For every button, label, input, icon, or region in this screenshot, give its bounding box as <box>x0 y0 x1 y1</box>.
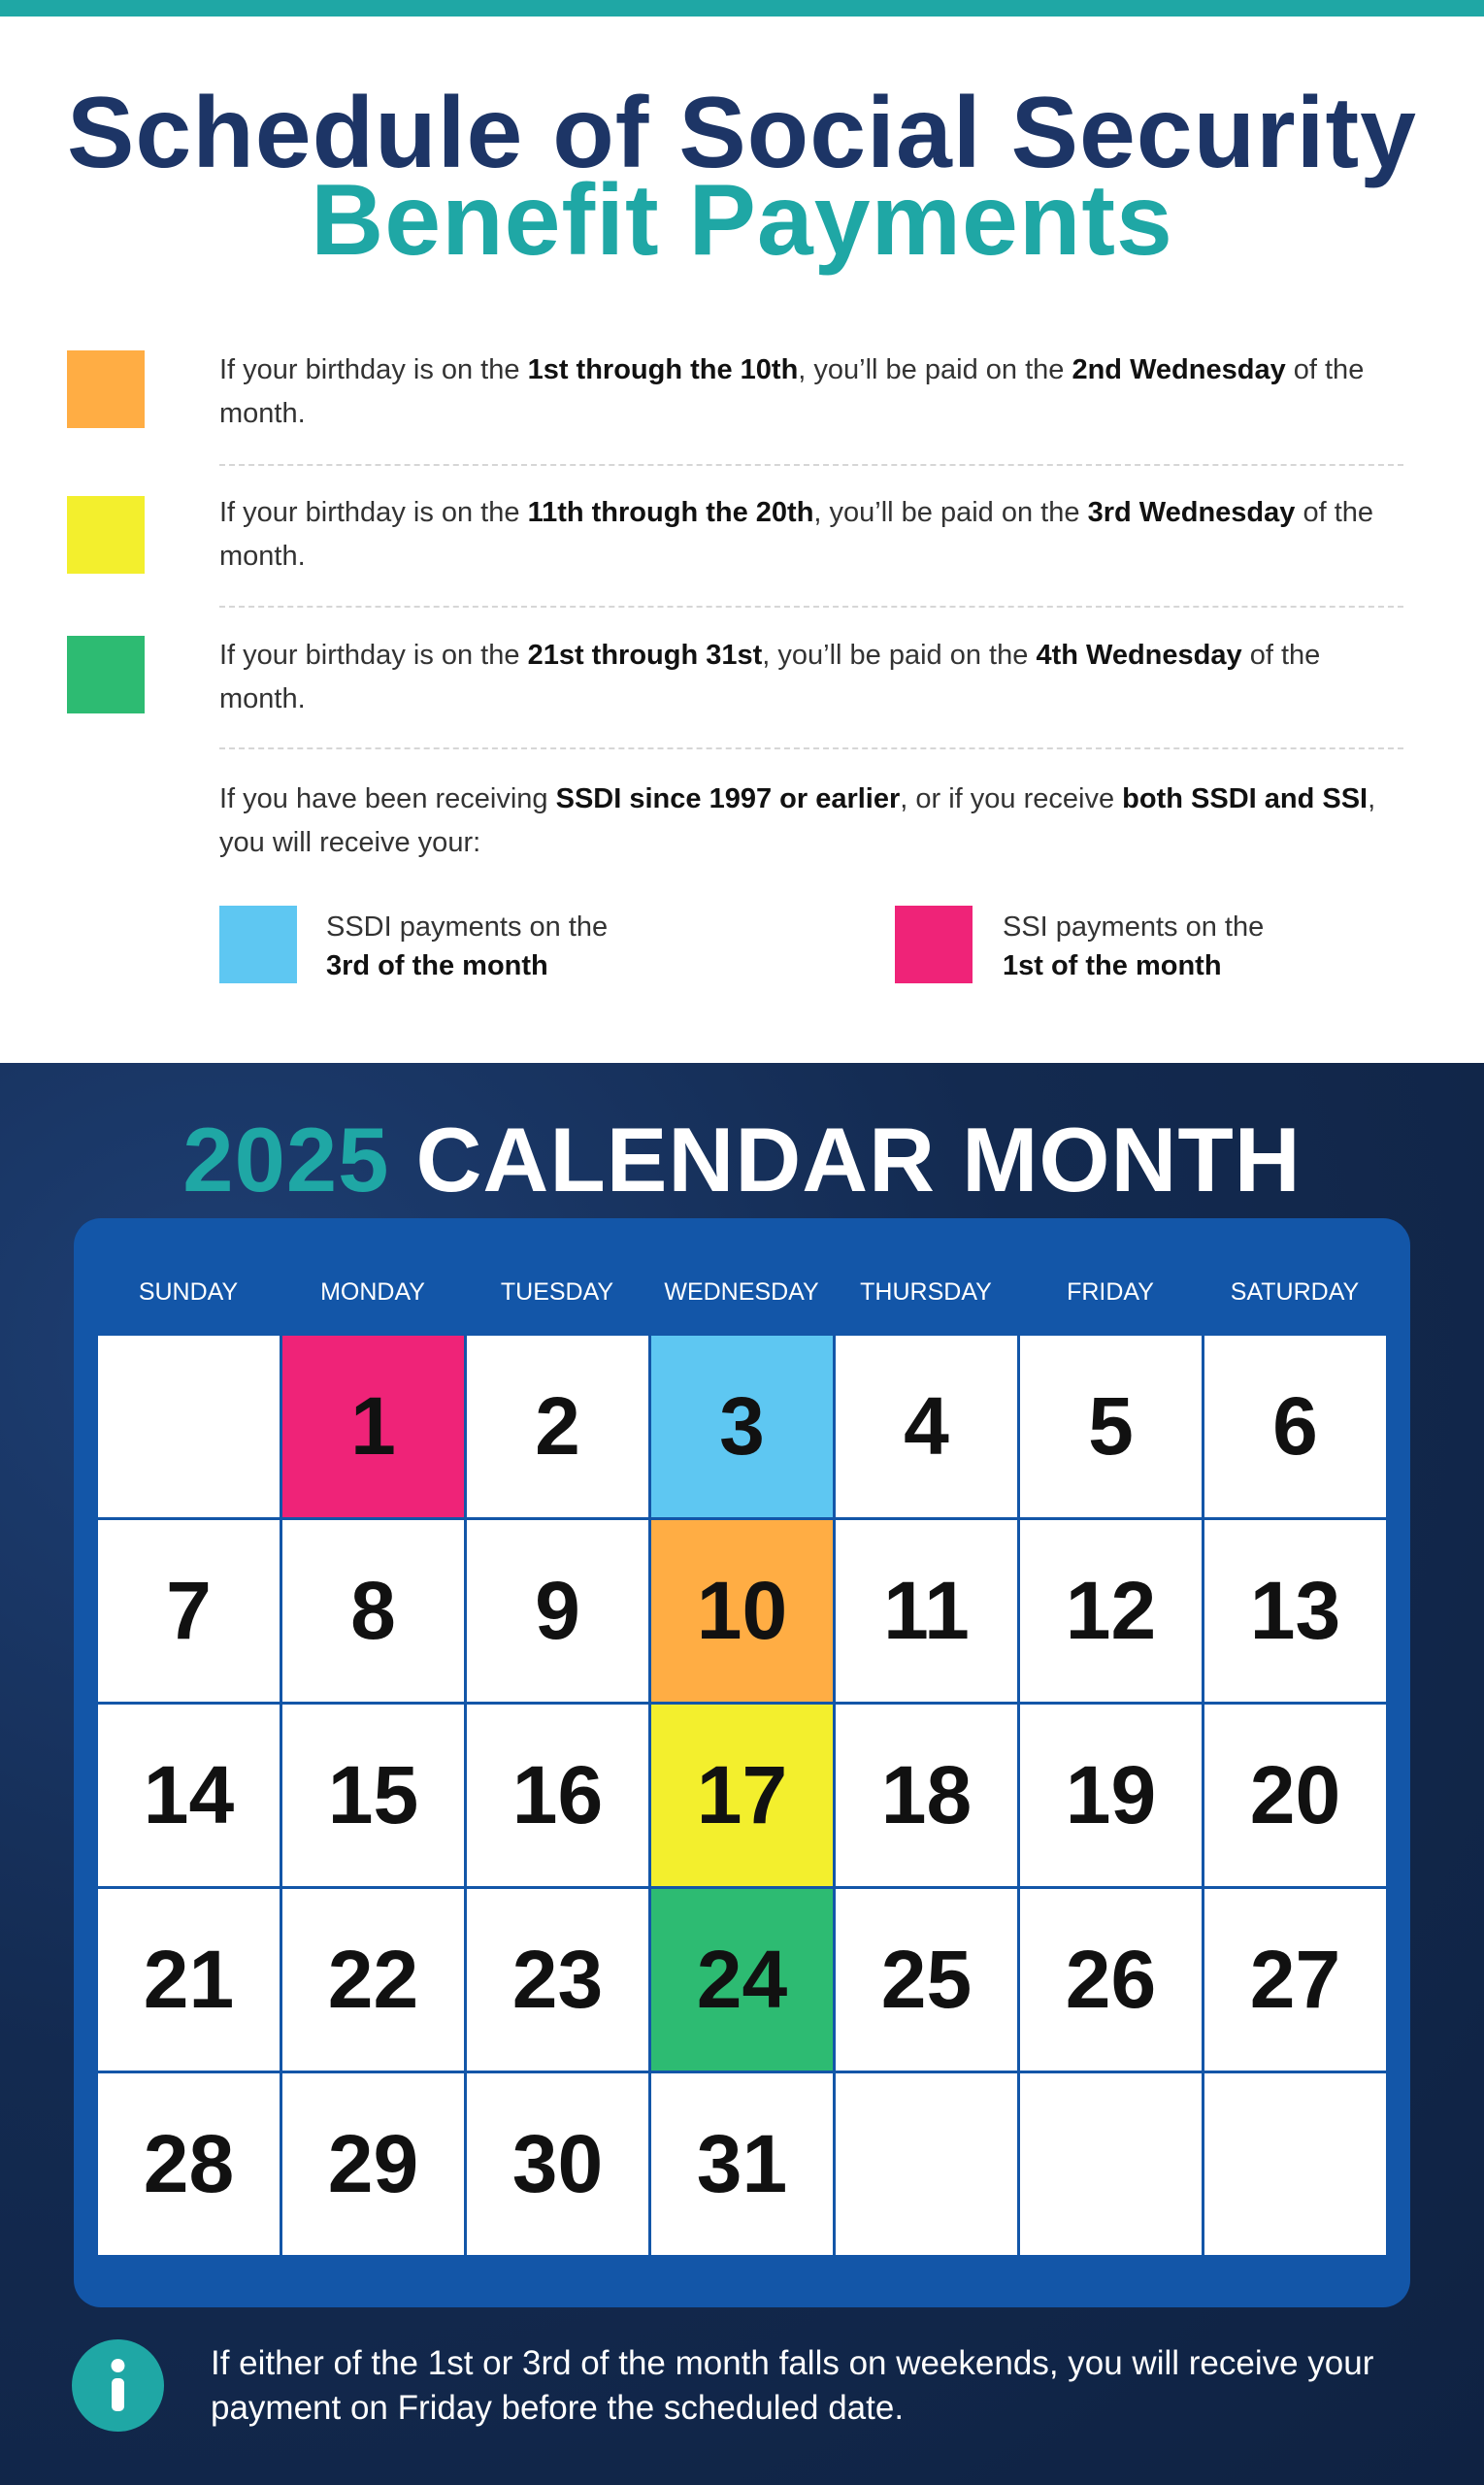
calendar-day-28: 28 <box>98 2073 280 2255</box>
calendar-day-21: 21 <box>98 1889 280 2071</box>
calendar-day-6: 6 <box>1204 1336 1386 1517</box>
ssdi-ssi-note: If you have been receiving SSDI since 1997 or earlier, or if you receive both SSDI and SSI, you will receive your: <box>219 783 1376 858</box>
calendar-day-22: 22 <box>282 1889 464 2071</box>
calendar-day-11: 11 <box>836 1520 1017 1702</box>
calendar-day-23: 23 <box>467 1889 648 2071</box>
weekday-header-tuesday: TUESDAY <box>500 1278 614 1306</box>
calendar-empty-cell <box>836 2073 1017 2255</box>
green-swatch <box>67 636 145 713</box>
yellow-swatch <box>67 496 145 574</box>
weekend-note: If either of the 1st or 3rd of the month falls on weekends, you will receive your payment on Friday before the scheduled date. <box>211 2344 1374 2427</box>
legend-divider <box>219 606 1403 608</box>
ssdi-payment-label: SSDI payments on the 3rd of the month <box>326 911 609 981</box>
weekday-header-thursday: THURSDAY <box>860 1278 992 1306</box>
calendar-day-25: 25 <box>836 1889 1017 2071</box>
calendar-day-29: 29 <box>282 2073 464 2255</box>
weekday-header-monday: MONDAY <box>320 1278 425 1306</box>
weekday-header-wednesday: WEDNESDAY <box>664 1278 819 1306</box>
calendar-day-31: 31 <box>651 2073 833 2255</box>
legend-text-first: If your birthday is on the 1st through the 10th, you’ll be paid on the 2nd Wednesday of the month. <box>219 354 1365 429</box>
calendar-day-5: 5 <box>1020 1336 1202 1517</box>
calendar-day-16: 16 <box>467 1705 648 1886</box>
calendar-day-14: 14 <box>98 1705 280 1886</box>
calendar-day-10: 10 <box>651 1520 833 1702</box>
calendar-year: 2025 <box>182 1109 390 1210</box>
calendar-empty-cell <box>98 1336 280 1517</box>
calendar-day-18: 18 <box>836 1705 1017 1886</box>
legend-divider <box>219 464 1403 466</box>
legend-divider <box>219 747 1403 749</box>
calendar-day-3: 3 <box>651 1336 833 1517</box>
calendar-title <box>0 1111 1484 1209</box>
calendar-day-20: 20 <box>1204 1705 1386 1886</box>
light-blue-swatch <box>219 906 297 983</box>
calendar-month-label: CALENDAR MONTH <box>415 1109 1302 1210</box>
calendar-empty-cell <box>1020 2073 1202 2255</box>
weekday-header-saturday: SATURDAY <box>1230 1278 1360 1306</box>
ssi-payment-label: SSI payments on the 1st of the month <box>1003 911 1265 981</box>
calendar-day-9: 9 <box>467 1520 648 1702</box>
calendar-day-19: 19 <box>1020 1705 1202 1886</box>
calendar-day-12: 12 <box>1020 1520 1202 1702</box>
legend-text-third: If your birthday is on the 21st through 31st, you’ll be paid on the 4th Wednesday of the month. <box>219 640 1321 714</box>
orange-swatch <box>67 350 145 428</box>
calendar-day-4: 4 <box>836 1336 1017 1517</box>
pink-swatch <box>895 906 973 983</box>
calendar-day-17: 17 <box>651 1705 833 1886</box>
weekday-header-sunday: SUNDAY <box>138 1278 239 1306</box>
calendar-day-8: 8 <box>282 1520 464 1702</box>
calendar-day-24: 24 <box>651 1889 833 2071</box>
calendar-day-7: 7 <box>98 1520 280 1702</box>
calendar-day-30: 30 <box>467 2073 648 2255</box>
calendar-empty-cell <box>1204 2073 1386 2255</box>
calendar-day-2: 2 <box>467 1336 648 1517</box>
calendar-day-13: 13 <box>1204 1520 1386 1702</box>
calendar-day-27: 27 <box>1204 1889 1386 2071</box>
calendar-day-15: 15 <box>282 1705 464 1886</box>
legend-text-second: If your birthday is on the 11th through the 20th, you’ll be paid on the 3rd Wednesday of the month. <box>219 497 1374 572</box>
calendar-day-26: 26 <box>1020 1889 1202 2071</box>
weekday-header-friday: FRIDAY <box>1067 1278 1154 1306</box>
top-accent-bar <box>0 0 1484 17</box>
info-icon <box>72 2339 164 2432</box>
page-title-line1: Schedule of Social Security <box>67 77 1417 189</box>
calendar-day-1: 1 <box>282 1336 464 1517</box>
page-title-line2: Benefit Payments <box>311 164 1173 277</box>
